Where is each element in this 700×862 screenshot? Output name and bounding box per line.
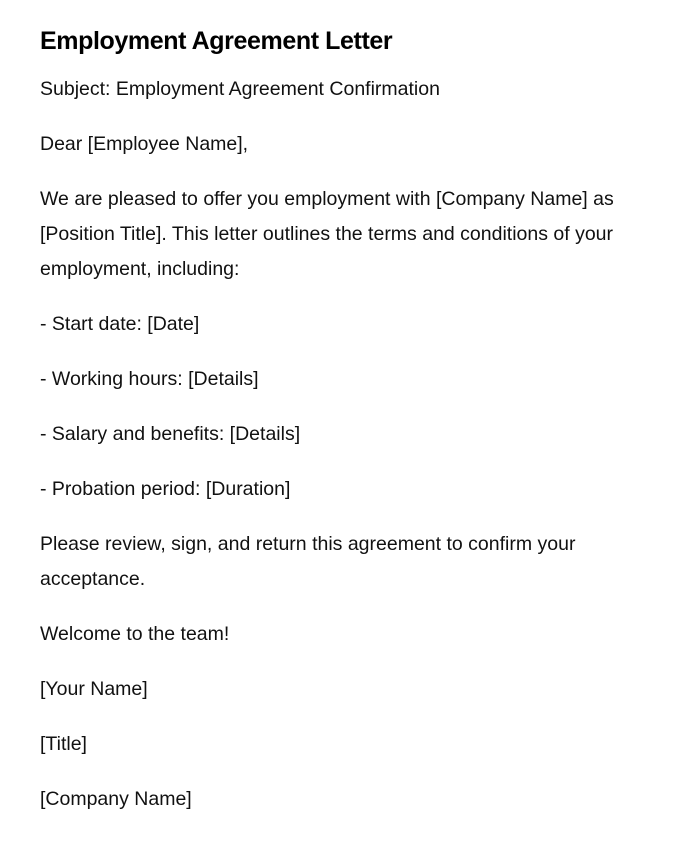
subject-line: Subject: Employment Agreement Confirmation <box>40 78 440 100</box>
salutation: Dear [Employee Name], <box>40 133 249 155</box>
signature-name: [Your Name] <box>40 678 148 700</box>
document-title: Employment Agreement Letter <box>40 27 393 55</box>
term-start-date: - Start date: [Date] <box>40 313 200 335</box>
term-working-hours: - Working hours: [Details] <box>40 368 259 390</box>
closing-line: Welcome to the team! <box>40 623 230 645</box>
signature-title: [Title] <box>40 733 87 755</box>
term-probation-period: - Probation period: [Duration] <box>40 478 291 500</box>
signature-company: [Company Name] <box>40 788 192 810</box>
request-paragraph: Please review, sign, and return this agreement to confirm your acceptance. <box>40 533 576 590</box>
intro-paragraph: We are pleased to offer you employment with [Company Name] as [Position Title]. This letter outlines the terms and conditions of your employment, including: <box>40 188 614 280</box>
term-salary-benefits: - Salary and benefits: [Details] <box>40 423 301 445</box>
